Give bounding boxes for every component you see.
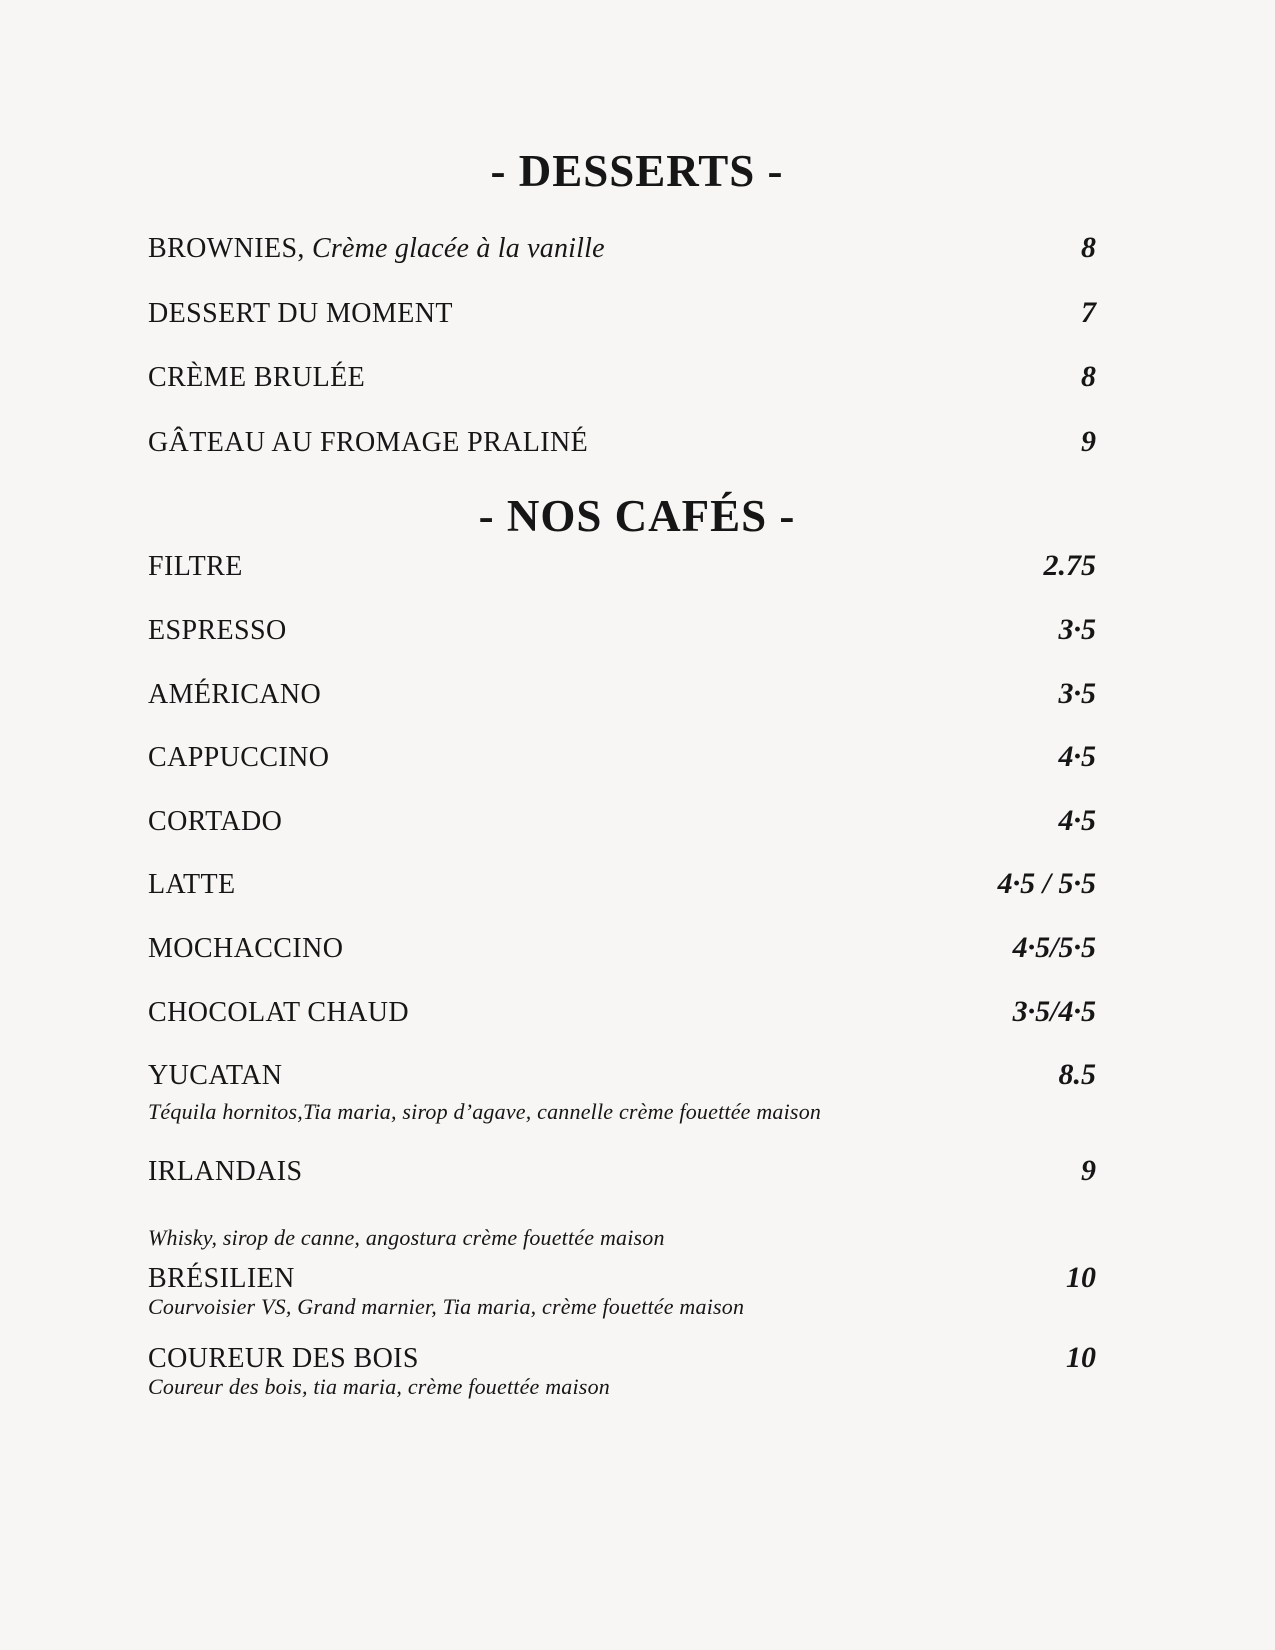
item-name [148,805,282,839]
item-name-text: MOCHACCINO [148,932,344,964]
menu-item [148,549,1096,584]
menu-item [148,425,1096,460]
item-price: 2.75 [1043,549,1096,583]
item-row [148,360,1096,395]
item-row [148,613,1096,648]
item-row [148,867,1096,902]
item-name-text: CORTADO [148,805,283,837]
menu-item [148,296,1096,331]
item-row [148,549,1096,584]
item-name-text: BROWNIES, [148,233,305,264]
item-row [148,425,1096,460]
item-name-text: GÂTEAU AU FROMAGE PRALINÉ [148,426,589,458]
item-price: 3·5 [1058,612,1096,646]
item-row [148,740,1096,775]
item-description: Coureur des bois, tia maria, crème fouettée maison [148,1373,610,1399]
section-items [148,231,1096,459]
menu-item [148,804,1096,839]
item-name [148,996,409,1030]
item-name [148,1262,295,1296]
item-price: 4·5 [1058,803,1096,837]
item-price: 3·5 [1058,676,1096,710]
item-name [148,932,343,966]
item-price: 8 [1081,360,1096,394]
menu-item [148,995,1096,1030]
item-name [148,232,605,266]
section-title: - NOS CAFÉS - [478,491,796,542]
item-row [148,804,1096,839]
item-price: 4·5 [1058,740,1096,774]
item-name [148,361,365,395]
menu-section [148,489,1096,1400]
item-price: 9 [1081,424,1096,458]
menu-item [148,360,1096,395]
item-price: 8 [1081,231,1096,264]
item-name [148,614,287,648]
menu-item [148,677,1096,712]
menu-item [148,1341,1096,1400]
menu-item [148,931,1096,966]
section-items [148,549,1096,1400]
item-row [148,1261,1096,1296]
item-row [148,1058,1096,1093]
item-row [148,931,1096,966]
item-name [148,550,243,584]
item-name [148,426,588,460]
item-description: Whisky, sirop de canne, angostura crème fouettée maison [148,1224,665,1250]
item-name-text: YUCATAN [148,1060,283,1092]
item-name [148,1155,302,1189]
item-row [148,677,1096,712]
item-name-text: CAPPUCCINO [148,742,330,774]
item-name [148,678,321,712]
menu-item [148,231,1096,266]
item-name-text: BRÉSILIEN [148,1263,295,1295]
item-row [148,995,1096,1030]
item-name-text: DESSERT DU MOMENT [148,297,453,329]
item-description: Courvoisier VS, Grand marnier, Tia maria, crème fouettée maison [148,1293,745,1319]
menu-item [148,867,1096,902]
item-name [148,1059,282,1093]
item-price: 10 [1066,1261,1096,1295]
menu-root [148,144,1096,1400]
item-name [148,1342,419,1376]
item-name-text: CHOCOLAT CHAUD [148,996,409,1028]
menu-section [148,144,1096,459]
item-price: 10 [1066,1341,1096,1375]
item-name-text: AMÉRICANO [148,678,322,710]
item-name [148,297,453,331]
item-price: 9 [1081,1154,1096,1188]
menu-item [148,1154,1096,1251]
item-row [148,1341,1096,1376]
item-name-text: IRLANDAIS [148,1156,303,1188]
item-name-detail: Crème glacée à la vanille [304,233,605,264]
item-row [148,296,1096,331]
item-name [148,868,236,902]
item-row [148,1154,1096,1189]
item-name [148,741,329,775]
item-name-text: COUREUR DES BOIS [148,1343,419,1375]
menu-item [148,1261,1096,1320]
item-description: Téquila hornitos,Tia maria, sirop d’agave, cannelle crème fouettée maison [148,1098,822,1124]
item-price: 8.5 [1058,1058,1096,1092]
item-name-text: LATTE [148,869,236,901]
menu-item [148,1058,1096,1125]
item-price: 3·5/4·5 [1012,994,1096,1028]
item-row [148,231,1096,266]
item-price: 4·5/5·5 [1012,930,1096,964]
item-price: 4·5 / 5·5 [997,867,1096,901]
section-title: - DESSERTS - [490,146,784,196]
item-name-text: ESPRESSO [148,614,287,646]
menu-item [148,740,1096,775]
item-price: 7 [1081,295,1096,329]
item-name-text: FILTRE [148,551,243,583]
menu-item [148,613,1096,648]
item-name-text: CRÈME BRULÉE [148,362,366,394]
